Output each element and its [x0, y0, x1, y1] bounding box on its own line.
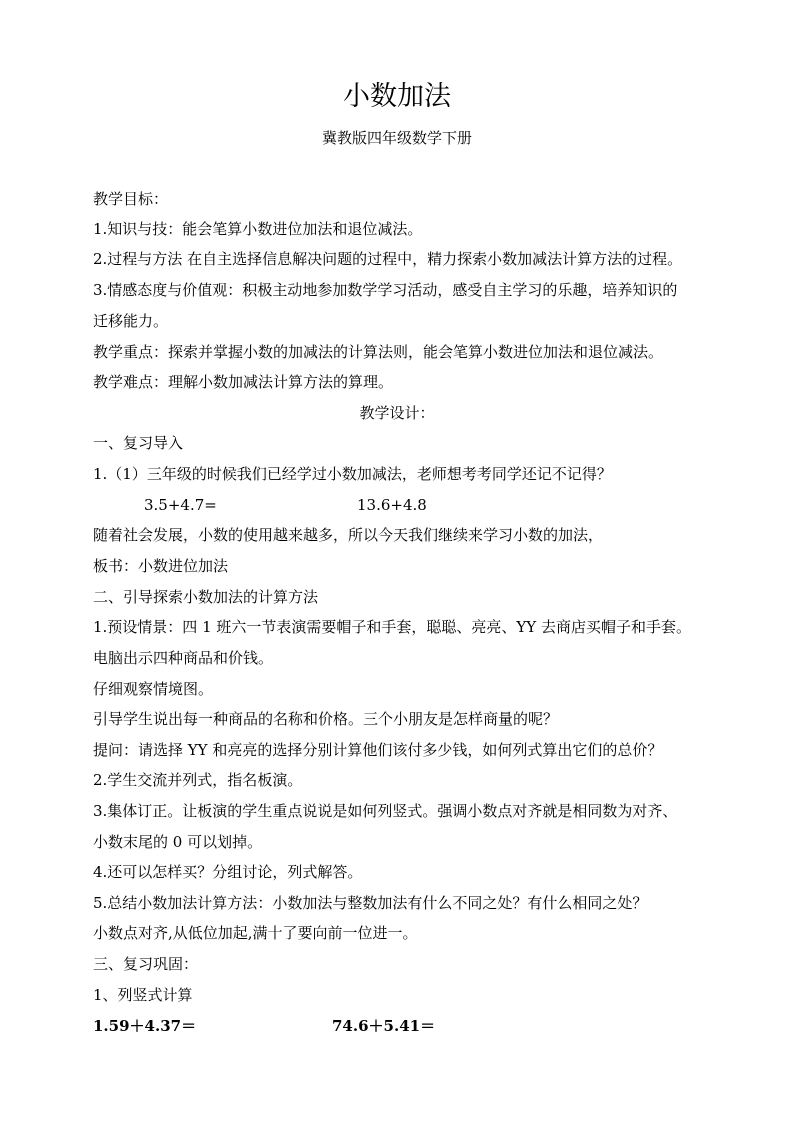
section-2-line-5: 提问：请选择 YY 和亮亮的选择分别计算他们该付多少钱，如何列式算出它们的总价？ — [93, 741, 663, 759]
objectives-heading: 教学目标： — [93, 190, 169, 208]
design-heading: 教学设计： — [359, 404, 435, 422]
section-3-heading: 三、复习巩固： — [93, 955, 199, 973]
blackboard-note: 板书：小数进位加法 — [93, 557, 229, 575]
section-2-line-11: 小数点对齐,从低位加起,满十了要向前一位进一。 — [93, 924, 418, 942]
difficult-point: 教学难点：理解小数加减法计算方法的算理。 — [93, 373, 394, 391]
section-2-line-8: 小数末尾的 0 可以划掉。 — [93, 833, 263, 851]
section-1-heading: 一、复习导入 — [93, 434, 184, 452]
exercise-expression-1: 1.59＋4.37＝ — [93, 1017, 197, 1035]
section-2-line-6: 2.学生交流并列式，指名板演。 — [93, 771, 303, 789]
section-2-line-7: 3.集体订正。让板演的学生重点说说是如何列竖式。强调小数点对齐就是相同数为对齐、 — [93, 802, 678, 820]
objective-1: 1.知识与技：能会笔算小数进位加法和退位减法。 — [93, 220, 423, 238]
section-2-line-2: 电脑出示四种商品和价钱。 — [93, 649, 274, 667]
section-2-line-3: 仔细观察情境图。 — [93, 680, 214, 698]
document-title: 小数加法 — [343, 81, 451, 112]
section-1-question: 1.（1）三年级的时候我们已经学过小数加减法，老师想考考同学还记不记得？ — [93, 465, 612, 483]
section-3-subheading: 1、列竖式计算 — [93, 986, 193, 1004]
exercise-expression-2: 74.6＋5.41＝ — [332, 1017, 436, 1035]
objective-3-line-2: 迁移能力。 — [93, 312, 169, 330]
section-2-line-10: 5.总结小数加法计算方法：小数加法与整数加法有什么不同之处？有什么相同之处？ — [93, 894, 648, 912]
objective-3-line-1: 3.情感态度与价值观：积极主动地参加数学学习活动，感受自主学习的乐趣，培养知识的 — [93, 281, 678, 299]
review-expression-1: 3.5+4.7= — [144, 496, 217, 514]
section-2-line-1: 1.预设情景：四 1 班六一节表演需要帽子和手套，聪聪、亮亮、YY 去商店买帽子和手套。 — [93, 618, 691, 636]
section-2-line-4: 引导学生说出每一种商品的名称和价格。三个小朋友是怎样商量的呢？ — [93, 710, 559, 728]
key-point: 教学重点：探索并掌握小数的加减法的计算法则，能会笔算小数进位加法和退位减法。 — [93, 343, 664, 361]
section-2-heading: 二、引导探索小数加法的计算方法 — [93, 588, 319, 606]
objective-2: 2.过程与方法 在自主选择信息解决问题的过程中，精力探索小数加减法计算方法的过程。 — [93, 250, 683, 268]
review-expression-2: 13.6+4.8 — [357, 496, 427, 514]
section-2-line-9: 4.还可以怎样买？分组讨论，列式解答。 — [93, 863, 363, 881]
section-1-paragraph: 随着社会发展，小数的使用越来越多，所以今天我们继续来学习小数的加法， — [93, 526, 604, 544]
document-subtitle: 冀教版四年级数学下册 — [321, 129, 472, 147]
